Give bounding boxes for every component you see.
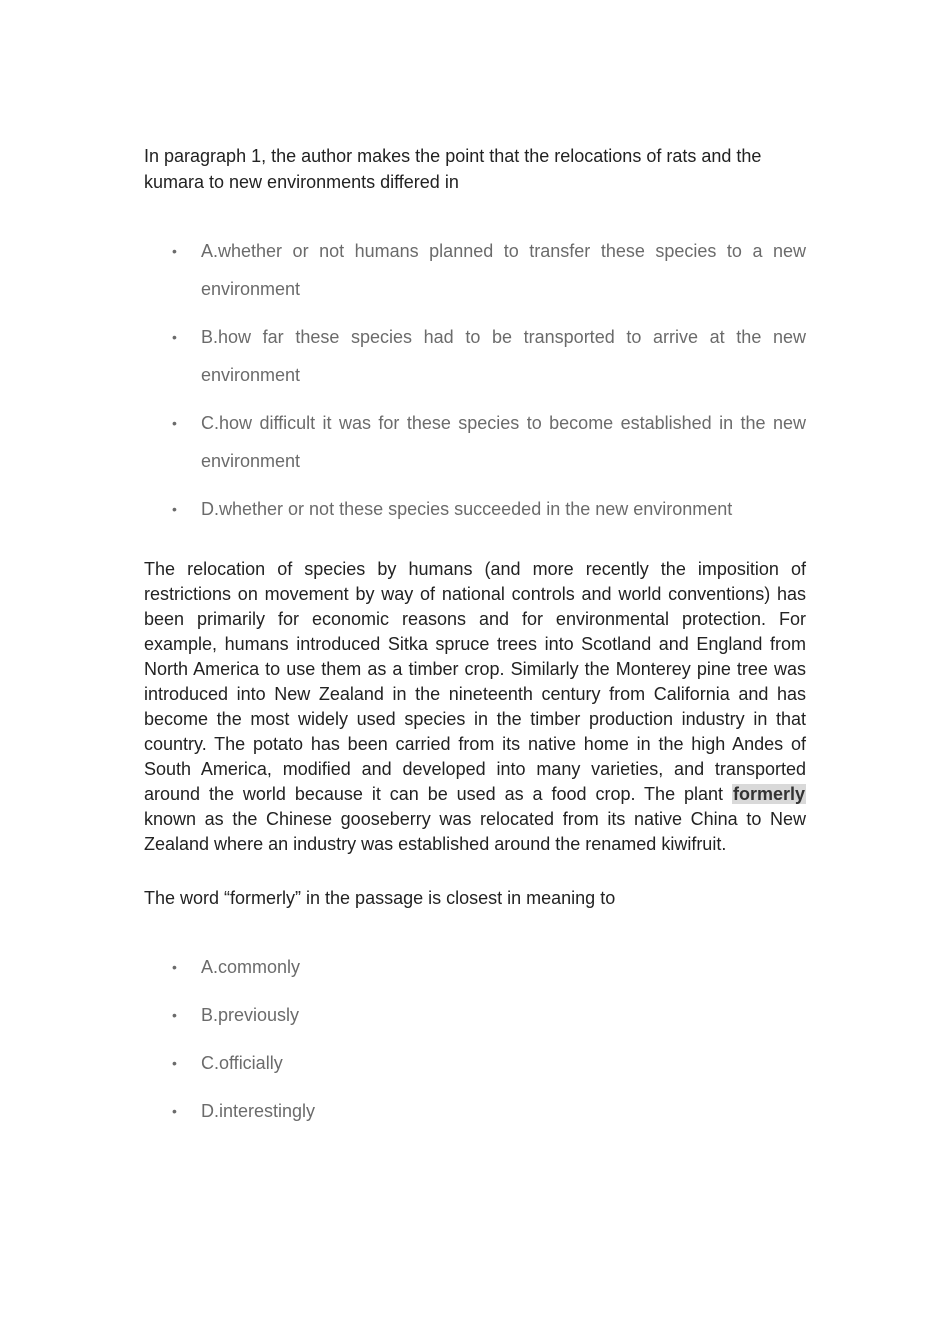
question-2-option-d[interactable]	[144, 1092, 806, 1130]
bullet-icon: •	[172, 959, 177, 975]
question-1-option-c[interactable]	[144, 404, 806, 480]
passage-text-after: known as the Chinese gooseberry was relocated from its native China to New Zealand where an industry was established around the renamed kiwifruit.	[144, 809, 806, 854]
question-1-options	[144, 232, 806, 528]
question-2-option-b[interactable]	[144, 996, 806, 1034]
document-page	[144, 143, 806, 1140]
bullet-icon: •	[172, 415, 177, 431]
bullet-icon: •	[172, 1055, 177, 1071]
question-2-options	[144, 948, 806, 1130]
question-1-option-a[interactable]	[144, 232, 806, 308]
bullet-icon: •	[172, 329, 177, 345]
passage-text-before: The relocation of species by humans (and more recently the imposition of restrictions on movement by way of national controls and world conventions) has been primarily for economic reasons and for environmental protection. For example, humans introduced Sitka spruce trees into Scotland and England from North America to use them as a timber crop. Similarly the Monterey pine tree was introduced into New Zealand in the nineteenth century from California and has become the most widely used species in the timber production industry in that country. The potato has been carried from its native home in the high Andes of South America, modified and developed into many varieties, and transported around the world because it can be used as a food crop. The plant	[144, 559, 806, 804]
question-1-stem: In paragraph 1, the author makes the point that the relocations of rats and the kumara to new environments differed in	[144, 146, 762, 192]
reading-passage	[144, 557, 806, 857]
question-1-option-b[interactable]	[144, 318, 806, 394]
option-text: C.how difficult it was for these species to become established in the new environment	[201, 413, 806, 471]
bullet-icon: •	[172, 1007, 177, 1023]
option-text: D.whether or not these species succeeded in the new environment	[201, 499, 733, 519]
question-2-option-a[interactable]	[144, 948, 806, 986]
question-2-option-c[interactable]	[144, 1044, 806, 1082]
option-text: A.commonly	[201, 957, 301, 977]
option-text: B.previously	[201, 1005, 300, 1025]
option-text: D.interestingly	[201, 1101, 316, 1121]
question-2-stem: The word “formerly” in the passage is closest in meaning to	[144, 888, 616, 908]
bullet-icon: •	[172, 243, 177, 259]
highlighted-word: formerly	[732, 784, 805, 804]
bullet-icon: •	[172, 501, 177, 517]
option-text: C.officially	[201, 1053, 283, 1073]
question-1-option-d[interactable]	[144, 490, 806, 528]
option-text: B.how far these species had to be transported to arrive at the new environment	[201, 327, 806, 385]
option-text: A.whether or not humans planned to transfer these species to a new environment	[201, 241, 806, 299]
bullet-icon: •	[172, 1103, 177, 1119]
